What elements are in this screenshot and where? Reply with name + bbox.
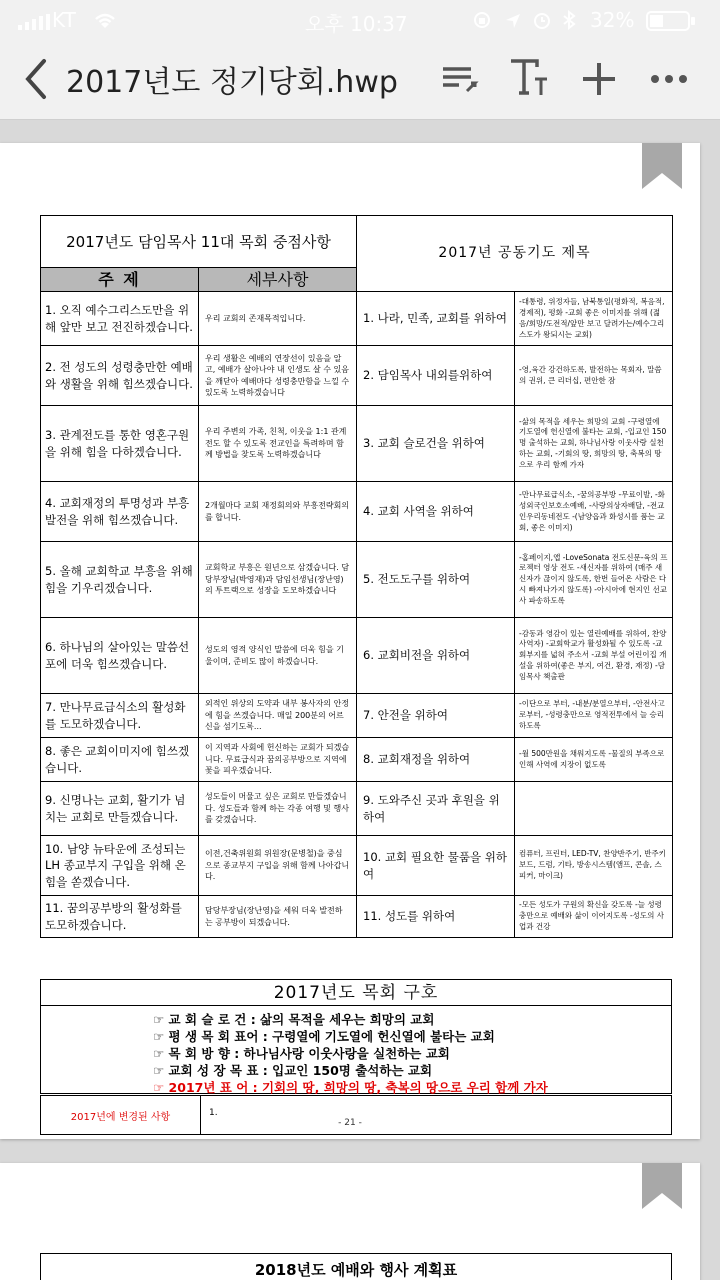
topic-cell: 8. 좋은 교회이미지에 힘쓰겠습니다.: [41, 738, 199, 782]
motto-line: ☞ 목 회 방 향 : 하나님사랑 이웃사랑을 실천하는 교회: [153, 1046, 450, 1061]
topic-cell: 11. 꿈의공부방의 활성화를 도모하겠습니다.: [41, 896, 199, 938]
back-button[interactable]: [12, 54, 62, 104]
document-viewer[interactable]: [0, 121, 720, 1280]
topic-cell: 1. 오직 예수그리스도만을 위해 앞만 보고 전진하겠습니다.: [41, 292, 199, 346]
prayer-detail-cell: -만나무료급식소, -꿈의공부방 -무료이발, -화성외국인보호소예배, -사랑의상자배달, -전교인우리동네전도 -(남양읍과 화성시를 품는 교회, 좋은 이미지): [515, 482, 673, 542]
prayer-cell: 7. 안전을 위하여: [357, 694, 515, 738]
left-table-title: 2017년도 담임목사 11대 목회 중점사항: [41, 216, 357, 268]
prayer-detail-cell: -홈페이지,앱 -LoveSonata 전도신문-육의 프로젝터 영상 전도 -새신자를 위하여 (매주 새신자가 끊이지 않도록, 한번 들어온 사람은 다시 빠져나가지 않도록) -아시아에 현지인 선교사 파송하도록: [515, 542, 673, 618]
bookmark-icon[interactable]: [642, 143, 682, 189]
wifi-icon: [92, 10, 118, 35]
prayer-detail-cell: -삶의 목적을 세우는 희망의 교회 -구령열에 기도열에 헌신열에 불타는 교회, -입교인 150명 출석하는 교회, 하나님사랑 이웃사랑 실천하는 교회, -기회의 땅, 희망의 땅, 축복의 땅으로 우리 함께 가자: [515, 406, 673, 482]
detail-cell: 담당부장님(장난영)을 세워 더욱 발전하는 공부방이 되겠습니다.: [199, 896, 357, 938]
app-toolbar: [0, 40, 720, 120]
more-icon: [649, 73, 689, 85]
table-row: [41, 542, 673, 618]
carrier-label: KT: [52, 8, 76, 32]
table-row: [41, 896, 673, 938]
reading-mode-button[interactable]: [434, 54, 484, 104]
prayer-cell: 10. 교회 필요한 물품을 위하여: [357, 836, 515, 896]
prayer-detail-cell: -감동과 영감이 있는 열린예배를 위하여, 찬양사역자) -교회학교가 활성화될 수 있도록 -교회부지를 넓혀 주소서 -교회 부설 어린이집 개설을 위하여(좋은 부지, 여건, 환경, 재정) -담임목사 책출판: [515, 618, 673, 694]
plan-table: [40, 215, 673, 938]
clock-label: 오후 10:37: [305, 12, 408, 36]
detail-cell: 이전,건축위원회 위원장(문병철)을 중심으로 종교부지 구입을 위해 함께 나아갑니다.: [199, 836, 357, 896]
prayer-detail-cell: -이단으로 부터, -내분/분열으부터, -안전사고로부터, -성령충만으로 영적전투에서 늘 승리하도록: [515, 694, 673, 738]
plus-icon: [579, 59, 619, 99]
table-row: [41, 346, 673, 406]
changes-box: [40, 1095, 672, 1135]
chevron-left-icon: [22, 57, 52, 101]
table-row: [41, 836, 673, 896]
document-page: [0, 143, 700, 1139]
column-header-detail: 세부사항: [199, 268, 357, 292]
prayer-cell: 8. 교회재정을 위하여: [357, 738, 515, 782]
changes-label: 2017년에 변경된 사항: [41, 1096, 201, 1134]
detail-cell: 우리 교회의 존재목적입니다.: [199, 292, 357, 346]
topic-cell: 9. 신명나는 교회, 활기가 넘치는 교회로 만들겠습니다.: [41, 782, 199, 836]
topic-cell: 10. 남양 뉴타운에 조성되는 LH 종교부지 구입을 위해 온 힘을 쏟겠습니다.: [41, 836, 199, 896]
schedule-title: 2018년도 예배와 행사 계획표: [41, 1254, 672, 1280]
battery-icon: [646, 11, 696, 36]
motto-title: 2017년도 목회 구호: [41, 980, 671, 1006]
topic-cell: 4. 교회재정의 투명성과 부흥발전을 위해 힘쓰겠습니다.: [41, 482, 199, 542]
prayer-cell: 9. 도와주신 곳과 후원을 위하여: [357, 782, 515, 836]
table-row: [41, 618, 673, 694]
prayer-cell: 5. 전도도구를 위하여: [357, 542, 515, 618]
alarm-icon: [532, 10, 552, 35]
prayer-cell: 6. 교회비전을 위하여: [357, 618, 515, 694]
detail-cell: 이 지역과 사회에 헌신하는 교회가 되겠습니다. 무료급식과 꿈의공부방으로 지역에 꽃을 피우겠습니다.: [199, 738, 357, 782]
topic-cell: 5. 올해 교회학교 부흥을 위해 힘을 기우리겠습니다.: [41, 542, 199, 618]
prayer-detail-cell: [515, 782, 673, 836]
detail-cell: 2개월마다 교회 재정회의와 부흥전략회의를 합니다.: [199, 482, 357, 542]
reading-mode-icon: [437, 61, 481, 97]
bookmark-icon[interactable]: [642, 1163, 682, 1209]
prayer-table-title: 2017년 공동기도 제목: [357, 216, 673, 292]
topic-cell: 2. 전 성도의 성령충만한 예배와 생활을 위해 힘쓰겠습니다.: [41, 346, 199, 406]
table-row: [41, 482, 673, 542]
table-row: [41, 694, 673, 738]
location-icon: [504, 11, 522, 35]
page-number: - 21 -: [338, 1118, 362, 1128]
prayer-detail-cell: 컴퓨터, 프린터, LED-TV, 찬양반주기, 반주키보드, 드럼, 기타, 방송시스템(앰프, 콘솔, 스피커, 마이크): [515, 836, 673, 896]
more-button[interactable]: [644, 54, 694, 104]
detail-cell: 교회학교 부흥은 원년으로 삼겠습니다. 담당부장님(박영재)과 담임선생님(장난영)의 투트랙으로 성장을 도모하겠습니다: [199, 542, 357, 618]
prayer-detail-cell: -모든 성도가 구원의 확신을 갖도록 -늘 성령충만으로 예배와 삶이 이어지도록 -성도의 사업과 건강: [515, 896, 673, 938]
schedule-table: [40, 1253, 672, 1280]
detail-cell: 우리 주변의 가족, 친척, 이웃을 1:1 관계전도 할 수 있도록 전교인을 특려하며 함께 방법을 찾도록 노력하겠습니다: [199, 406, 357, 482]
table-row: [41, 782, 673, 836]
detail-cell: 성도의 영적 양식인 말씀에 더욱 힘을 기울이며, 준비도 많이 하겠습니다.: [199, 618, 357, 694]
table-row: [41, 738, 673, 782]
prayer-cell: 11. 성도를 위하여: [357, 896, 515, 938]
prayer-cell: 3. 교회 슬로건을 위하여: [357, 406, 515, 482]
document-title: 2017년도 정기당회.hwp: [66, 65, 398, 100]
detail-cell: 우리 생활은 예배의 연장선이 있음을 알고, 예배가 살아나야 내 인생도 살 수 있음을 깨닫아 예배마다 성령충만함을 느낄 수 있도록 노력하겠습니다: [199, 346, 357, 406]
topic-cell: 6. 하나님의 살아있는 말씀선포에 더욱 힘쓰겠습니다.: [41, 618, 199, 694]
motto-line: ☞ 교 회 슬 로 건 : 삶의 목적을 세우는 희망의 교회: [153, 1012, 435, 1027]
motto-line: ☞ 교회 성 장 목 표 : 입교인 150명 출석하는 교회: [153, 1063, 433, 1078]
prayer-cell: 4. 교회 사역을 위하여: [357, 482, 515, 542]
table-row: [41, 406, 673, 482]
table-row: [41, 292, 673, 346]
topic-cell: 3. 관계전도를 통한 영혼구원을 위해 힘을 다하겠습니다.: [41, 406, 199, 482]
motto-box: [40, 979, 672, 1094]
motto-line-highlight: ☞ 2017년 표 어 : 기회의 땅, 희망의 땅, 축복의 땅으로 우리 함께 가자: [153, 1080, 548, 1095]
rotation-lock-icon: [472, 10, 492, 35]
text-format-icon: [507, 57, 551, 101]
detail-cell: 외적인 위상의 도약과 내부 봉사자의 안정에 힘을 쓰겠습니다. 매일 200분의 어르신을 섬기도록...: [199, 694, 357, 738]
motto-line: ☞ 평 생 목 회 표어 : 구령열에 기도열에 헌신열에 불타는 교회: [153, 1029, 495, 1044]
prayer-detail-cell: -월 500만원을 채워지도록 -물질의 부족으로 인해 사역에 지장이 없도록: [515, 738, 673, 782]
topic-cell: 7. 만나무료급식소의 활성화를 도모하겠습니다.: [41, 694, 199, 738]
battery-percent: 32%: [590, 8, 635, 32]
prayer-detail-cell: -대통령, 위정자들, 남북통일(평화적, 복음적, 경제적), 평화 -교회 좋은 이미지를 위해 (젊음/희망/도전적/앞만 보고 달려가는/예수그리스도가 왕되시는 교회): [515, 292, 673, 346]
prayer-cell: 1. 나라, 민족, 교회를 위하여: [357, 292, 515, 346]
document-page: [0, 1163, 700, 1280]
bluetooth-icon: [562, 10, 576, 35]
add-button[interactable]: [574, 54, 624, 104]
prayer-cell: 2. 담임목사 내외를위하여: [357, 346, 515, 406]
changes-value: 1.: [209, 1108, 218, 1118]
status-bar: [0, 0, 720, 40]
column-header-topic: 주 제: [41, 268, 199, 292]
prayer-detail-cell: -영,육간 강건하도록, 발전하는 목회자, 말씀의 권위, 큰 리더십, 편안한 잠: [515, 346, 673, 406]
detail-cell: 성도들이 머물고 싶은 교회로 만들겠습니다. 성도들과 함께 하는 각종 여행 및 행사를 갖겠습니다.: [199, 782, 357, 836]
text-format-button[interactable]: [504, 54, 554, 104]
